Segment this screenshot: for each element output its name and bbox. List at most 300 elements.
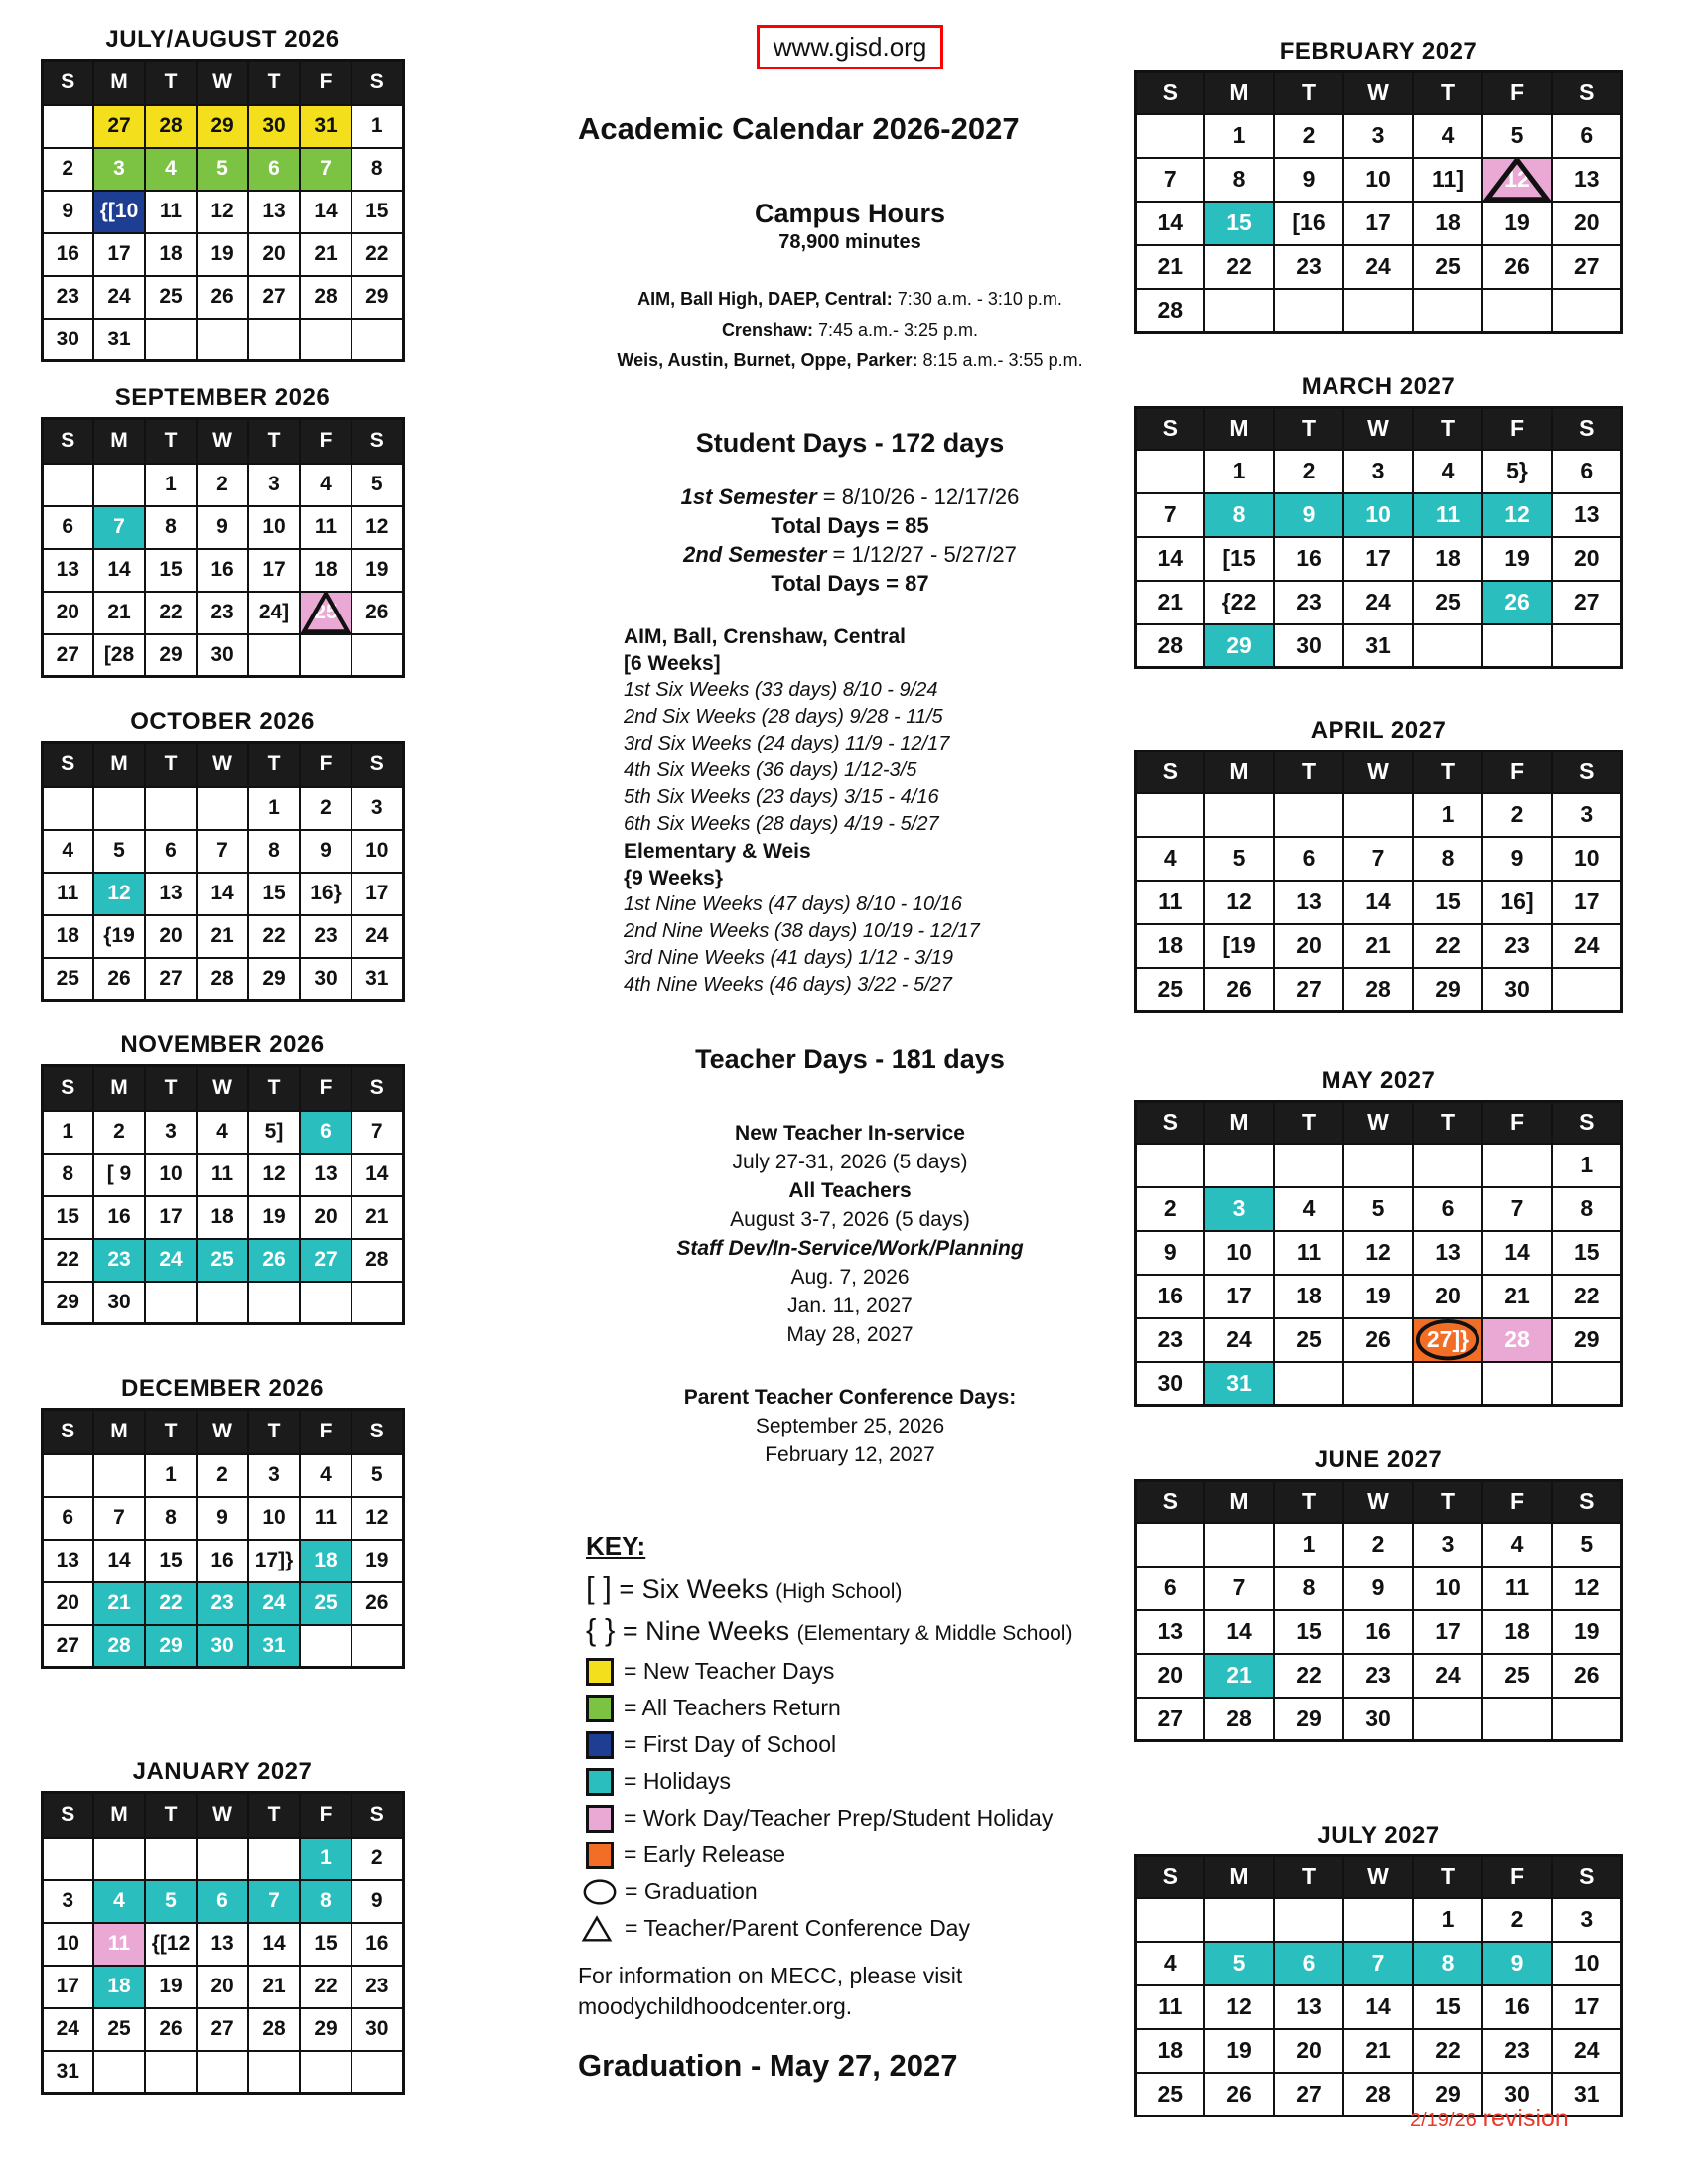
day-number: 24 <box>107 285 131 308</box>
month-march-2027 <box>1125 373 1631 669</box>
calendar-day-cell <box>1482 1698 1552 1741</box>
day-number: 13 <box>314 1162 338 1185</box>
day-number: 4 <box>165 157 177 180</box>
day-number: 28 <box>211 966 234 990</box>
calendar-day-cell <box>300 873 352 915</box>
day-header: F <box>300 1066 352 1111</box>
calendar-week-row <box>1135 581 1621 624</box>
day-number: 23 <box>56 285 79 308</box>
calendar-day-cell <box>197 1497 248 1540</box>
day-number: 30 <box>1157 1369 1184 1396</box>
day-number: 9 <box>62 200 74 222</box>
day-number: 23 <box>1157 1326 1184 1352</box>
day-number: 9 <box>1302 501 1316 527</box>
calendar-week-row <box>42 1111 403 1154</box>
calendar-day-cell <box>1552 1985 1621 2029</box>
calendar-day-cell <box>145 1625 197 1668</box>
calendar-week-row <box>42 592 403 634</box>
calendar-day-cell <box>352 1111 403 1154</box>
nine-weeks-item: 1st Nine Weeks (47 days) 8/10 - 10/16 <box>624 893 962 915</box>
calendar-day-cell <box>1135 1275 1204 1318</box>
day-number: 13 <box>159 882 183 904</box>
calendar-day-cell <box>42 958 93 1001</box>
month-table <box>1134 70 1623 334</box>
calendar-day-cell <box>1135 245 1204 289</box>
day-header: T <box>145 1066 197 1111</box>
day-number: 22 <box>262 924 286 947</box>
day-number: 28 <box>262 2017 286 2040</box>
calendar-day-cell <box>248 1196 300 1239</box>
calendar-day-cell <box>300 1111 352 1154</box>
calendar-day-cell <box>1413 924 1482 968</box>
calendar-day-cell <box>1413 837 1482 881</box>
calendar-day-cell <box>145 1582 197 1625</box>
calendar-day-cell <box>1413 450 1482 493</box>
calendar-day-cell <box>1204 1187 1274 1231</box>
day-number: 29 <box>365 285 389 308</box>
calendar-week-row <box>1135 158 1621 202</box>
calendar-day-cell <box>1482 1275 1552 1318</box>
day-number: 1 <box>165 473 177 495</box>
calendar-day-cell <box>1274 1898 1343 1942</box>
day-number: 8 <box>1232 501 1246 527</box>
day-number: 7 <box>1163 501 1177 527</box>
day-number: 26 <box>1504 253 1530 279</box>
six-weeks-item: 1st Six Weeks (33 days) 8/10 - 9/24 <box>624 679 938 701</box>
day-number: 15 <box>159 558 183 581</box>
day-header: S <box>1135 1102 1204 1144</box>
calendar-day-cell <box>197 1838 248 1880</box>
calendar-day-cell <box>352 915 403 958</box>
calendar-day-cell <box>42 592 93 634</box>
calendar-day-cell <box>248 105 300 148</box>
mecc-note <box>578 1961 1122 2022</box>
calendar-week-row <box>1135 493 1621 537</box>
calendar-day-cell <box>42 1497 93 1540</box>
day-number: 20 <box>1296 932 1322 958</box>
calendar-day-cell <box>352 1196 403 1239</box>
calendar-day-cell <box>1343 1898 1413 1942</box>
day-number: 9 <box>1163 1239 1177 1265</box>
day-number: 5 <box>165 1889 177 1912</box>
day-number: 7 <box>370 1120 383 1143</box>
calendar-week-row <box>42 233 403 276</box>
day-number: 8 <box>268 839 280 862</box>
calendar-day-cell <box>93 2051 145 2094</box>
calendar-day-cell <box>1413 114 1482 158</box>
day-number: 28 <box>1365 2080 1391 2107</box>
day-number: 21 <box>1504 1283 1530 1308</box>
day-number: 17 <box>365 882 389 904</box>
day-number: 8 <box>1441 1950 1455 1976</box>
day-number: 30 <box>314 966 338 990</box>
day-number: 27 <box>211 2017 234 2040</box>
day-number: 22 <box>1435 932 1461 958</box>
calendar-day-cell <box>352 787 403 830</box>
day-number: 20 <box>1573 209 1600 235</box>
calendar-day-cell <box>248 1239 300 1282</box>
day-header: F <box>300 1410 352 1454</box>
day-number: 22 <box>159 1591 183 1614</box>
day-number: 4 <box>320 473 332 495</box>
day-header: W <box>1343 1102 1413 1144</box>
calendar-day-cell <box>1343 1275 1413 1318</box>
calendar-day-cell <box>1343 837 1413 881</box>
calendar-day-cell <box>1204 581 1274 624</box>
day-number: 18 <box>1435 209 1461 235</box>
day-number: 10 <box>1435 1574 1461 1600</box>
calendar-week-row <box>42 787 403 830</box>
calendar-week-row <box>42 1154 403 1196</box>
calendar-day-cell <box>1413 289 1482 333</box>
holidays-swatch <box>586 1768 614 1796</box>
campus-hours-line: Weis, Austin, Burnet, Oppe, Parker: 8:15 a.m.- 3:55 p.m. <box>617 350 1083 370</box>
day-number: 25 <box>1435 589 1461 614</box>
calendar-day-cell <box>300 634 352 677</box>
day-header: M <box>1204 1102 1274 1144</box>
legend-row: = All Teachers Return <box>586 1690 1122 1726</box>
calendar-week-row <box>42 2051 403 2094</box>
calendar-day-cell <box>197 276 248 319</box>
six-weeks-item: 5th Six Weeks (23 days) 3/15 - 4/16 <box>624 786 939 808</box>
all-teachers-dates: August 3-7, 2026 (5 days) <box>730 1208 970 1231</box>
calendar-day-cell <box>1204 881 1274 924</box>
day-number: 9 <box>216 515 228 538</box>
calendar-day-cell <box>1135 968 1204 1012</box>
calendar-day-cell <box>352 1838 403 1880</box>
calendar-day-cell <box>248 1582 300 1625</box>
day-header: W <box>1343 408 1413 450</box>
day-number: 18 <box>1157 932 1184 958</box>
day-number: 19 <box>365 1549 389 1571</box>
day-header: S <box>1135 408 1204 450</box>
calendar-day-cell <box>1135 1698 1204 1741</box>
calendar-day-cell <box>1135 1144 1204 1187</box>
calendar-day-cell <box>352 319 403 361</box>
calendar-day-cell <box>197 1540 248 1582</box>
calendar-day-cell <box>1413 624 1482 668</box>
calendar-day-cell <box>1274 2029 1343 2073</box>
calendar-week-row <box>42 464 403 506</box>
calendar-day-cell <box>248 1625 300 1668</box>
day-header: T <box>1274 751 1343 793</box>
calendar-day-cell <box>352 958 403 1001</box>
calendar-week-row <box>1135 1698 1621 1741</box>
campus-hours-title: Campus Hours <box>754 199 946 228</box>
calendar-day-cell <box>1343 1985 1413 2029</box>
day-number: 10 <box>1226 1239 1252 1265</box>
calendar-week-row <box>42 191 403 233</box>
day-number: 19 <box>1504 209 1530 235</box>
day-number: 10 <box>159 1162 183 1185</box>
day-number: 19 <box>159 1975 183 1997</box>
calendar-week-row <box>1135 1187 1621 1231</box>
day-number: 6 <box>1441 1195 1455 1221</box>
calendar-week-row <box>1135 1942 1621 1985</box>
calendar-day-cell <box>1135 1942 1204 1985</box>
calendar-day-cell <box>1482 537 1552 581</box>
calendar-day-cell <box>1482 114 1552 158</box>
calendar-day-cell <box>248 592 300 634</box>
website-link[interactable]: www.gisd.org <box>757 25 944 69</box>
day-number: 12 <box>1226 1993 1252 2019</box>
month-july-2027 <box>1125 1822 1631 2117</box>
day-number: 26 <box>211 285 234 308</box>
day-number: 3 <box>1232 1195 1246 1221</box>
day-number: 20 <box>1573 545 1600 571</box>
calendar-day-cell <box>93 233 145 276</box>
calendar-day-cell <box>1274 837 1343 881</box>
month-april-2027 <box>1125 717 1631 1013</box>
calendar-week-row <box>42 915 403 958</box>
calendar-day-cell <box>42 233 93 276</box>
legend-row: = First Day of School <box>586 1726 1122 1763</box>
day-header-row <box>42 743 403 787</box>
calendar-day-cell <box>300 549 352 592</box>
day-header: S <box>42 743 93 787</box>
calendar-day-cell <box>300 1582 352 1625</box>
calendar-day-cell <box>145 1454 197 1497</box>
calendar-day-cell <box>1274 1985 1343 2029</box>
day-number: 14 <box>211 882 234 904</box>
day-number: 19 <box>1365 1283 1391 1308</box>
calendar-day-cell <box>42 1838 93 1880</box>
calendar-day-cell <box>197 1625 248 1668</box>
day-header: T <box>145 61 197 105</box>
calendar-day-cell <box>352 506 403 549</box>
calendar-week-row <box>42 830 403 873</box>
calendar-day-cell <box>145 1880 197 1923</box>
calendar-day-cell <box>1343 924 1413 968</box>
day-number: 7 <box>113 1506 125 1529</box>
calendar-day-cell <box>145 105 197 148</box>
calendar-day-cell <box>1204 924 1274 968</box>
calendar-day-cell <box>42 1966 93 2008</box>
calendar-day-cell <box>1274 968 1343 1012</box>
calendar-day-cell <box>300 1880 352 1923</box>
mecc-line-2[interactable]: moodychildhoodcenter.org. <box>578 1993 853 2019</box>
day-header: S <box>1135 751 1204 793</box>
calendar-day-cell <box>1204 1898 1274 1942</box>
nine-weeks-subheading: {9 Weeks} <box>624 867 724 889</box>
calendar-week-row <box>42 958 403 1001</box>
day-number: 25 <box>1296 1326 1322 1352</box>
day-number: 3 <box>268 473 280 495</box>
calendar-day-cell <box>1135 1318 1204 1362</box>
day-number: 23 <box>1504 2037 1530 2063</box>
day-number: 26 <box>107 966 131 990</box>
day-number: 20 <box>211 1975 234 1997</box>
month-table <box>1134 1479 1623 1742</box>
calendar-day-cell <box>42 1540 93 1582</box>
day-number: 9 <box>216 1506 228 1529</box>
calendar-day-cell <box>248 549 300 592</box>
day-number: 28 <box>365 1248 389 1271</box>
calendar-week-row <box>1135 1231 1621 1275</box>
calendar-day-cell <box>1204 1318 1274 1362</box>
calendar-day-cell <box>1204 289 1274 333</box>
calendar-day-cell <box>352 1582 403 1625</box>
six-weeks-list <box>624 677 1122 838</box>
calendar-day-cell <box>1343 1698 1413 1741</box>
day-number: 15 <box>159 1549 183 1571</box>
day-number: 22 <box>1226 253 1252 279</box>
calendar-week-row <box>42 1196 403 1239</box>
calendar-day-cell <box>1135 1654 1204 1698</box>
calendar-day-cell <box>300 958 352 1001</box>
day-number: 29 <box>1435 2080 1461 2107</box>
day-number: 18 <box>1504 1618 1530 1644</box>
student-days-title: Student Days - 172 days <box>695 428 1005 458</box>
day-header: M <box>1204 1856 1274 1898</box>
day-number: 29 <box>159 1633 183 1657</box>
day-number: 28 <box>314 285 338 308</box>
day-number: 24 <box>1573 2037 1600 2063</box>
month-title: SEPTEMBER 2026 <box>114 384 331 411</box>
calendar-day-cell <box>1413 1187 1482 1231</box>
day-number: 11 <box>159 200 183 222</box>
calendar-day-cell <box>300 915 352 958</box>
calendar-day-cell <box>1274 289 1343 333</box>
calendar-day-cell <box>1482 289 1552 333</box>
calendar-day-cell <box>1343 881 1413 924</box>
day-number: 6 <box>320 1120 332 1143</box>
day-number: 11] <box>1432 166 1464 192</box>
day-number: 11 <box>1158 1993 1183 2019</box>
calendar-day-cell <box>1343 245 1413 289</box>
day-header: F <box>1482 1856 1552 1898</box>
day-header: S <box>1552 408 1621 450</box>
day-header: F <box>1482 408 1552 450</box>
day-number: 11 <box>314 1506 338 1529</box>
day-number: 25 <box>159 285 183 308</box>
day-number: 27 <box>56 642 79 666</box>
campus-hours-line: AIM, Ball High, DAEP, Central: 7:30 a.m. - 3:10 p.m. <box>637 289 1062 309</box>
month-december-2026 <box>33 1375 412 1669</box>
day-header: M <box>93 419 145 464</box>
calendar-day-cell <box>352 1454 403 1497</box>
calendar-week-row <box>1135 202 1621 245</box>
calendar-day-cell <box>1135 1523 1204 1567</box>
day-number: 3 <box>370 796 383 819</box>
calendar-week-row <box>42 319 403 361</box>
day-header: F <box>300 61 352 105</box>
day-number: 20 <box>1435 1283 1461 1308</box>
calendar-day-cell <box>300 592 352 634</box>
calendar-day-cell <box>1343 793 1413 837</box>
calendar-day-cell <box>1413 1610 1482 1654</box>
calendar-day-cell <box>1482 1985 1552 2029</box>
calendar-day-cell <box>1343 158 1413 202</box>
day-number: 23 <box>1296 253 1322 279</box>
day-number: 4 <box>1441 122 1455 148</box>
day-number: 20 <box>262 242 286 265</box>
day-header: T <box>1413 751 1482 793</box>
day-number: 21 <box>1365 932 1391 958</box>
day-number: 17 <box>1226 1283 1252 1308</box>
calendar-day-cell <box>93 592 145 634</box>
calendar-day-cell <box>300 506 352 549</box>
calendar-day-cell <box>1135 1362 1204 1406</box>
graduation-announcement: Graduation - May 27, 2027 <box>578 2048 958 2083</box>
calendar-day-cell <box>248 787 300 830</box>
day-number: 16 <box>365 1932 389 1955</box>
day-header: T <box>248 61 300 105</box>
calendar-day-cell <box>42 1111 93 1154</box>
calendar-day-cell <box>197 2051 248 2094</box>
day-number: 12 <box>1573 1574 1600 1600</box>
calendar-day-cell <box>1204 537 1274 581</box>
calendar-day-cell <box>1204 245 1274 289</box>
calendar-day-cell <box>1204 968 1274 1012</box>
calendar-day-cell <box>197 1282 248 1324</box>
day-number: 14 <box>262 1932 286 1955</box>
day-number: 18 <box>1435 545 1461 571</box>
day-number: 27 <box>56 1633 79 1657</box>
calendar-day-cell <box>93 506 145 549</box>
calendar-day-cell <box>1413 581 1482 624</box>
calendar-day-cell <box>248 634 300 677</box>
calendar-day-cell <box>1204 1610 1274 1654</box>
calendar-day-cell <box>93 1880 145 1923</box>
calendar-day-cell <box>197 1239 248 1282</box>
calendar-day-cell <box>1204 450 1274 493</box>
calendar-day-cell <box>197 319 248 361</box>
day-number: 17 <box>1365 209 1391 235</box>
nine-weeks-item: 4th Nine Weeks (46 days) 3/22 - 5/27 <box>624 974 952 996</box>
calendar-day-cell <box>352 1540 403 1582</box>
day-number: 23 <box>107 1248 131 1271</box>
day-number: 21 <box>107 601 131 623</box>
day-number: 15 <box>1435 1993 1461 2019</box>
day-number: 3 <box>1371 122 1385 148</box>
day-number: 26 <box>1504 589 1530 614</box>
day-number: 6 <box>165 839 177 862</box>
day-number: 13 <box>56 1549 79 1571</box>
day-number: [15 <box>1222 545 1256 571</box>
calendar-day-cell <box>1204 1275 1274 1318</box>
calendar-day-cell <box>1204 158 1274 202</box>
calendar-week-row <box>42 1923 403 1966</box>
day-header: W <box>1343 751 1413 793</box>
day-number: 11 <box>1435 501 1461 527</box>
calendar-day-cell <box>1274 1318 1343 1362</box>
calendar-day-cell <box>352 634 403 677</box>
legend-title: KEY: <box>586 1531 646 1561</box>
calendar-day-cell <box>1343 493 1413 537</box>
day-header: T <box>248 1410 300 1454</box>
calendar-day-cell <box>1482 581 1552 624</box>
calendar-day-cell <box>1204 2029 1274 2073</box>
day-number: 2 <box>216 473 228 495</box>
calendar-day-cell <box>300 233 352 276</box>
calendar-week-row <box>42 1582 403 1625</box>
calendar-day-cell <box>1482 1144 1552 1187</box>
calendar-day-cell <box>1413 1144 1482 1187</box>
calendar-day-cell <box>197 105 248 148</box>
calendar-day-cell <box>1343 1362 1413 1406</box>
day-number: 22 <box>365 242 389 265</box>
day-number: 18 <box>1296 1283 1322 1308</box>
day-header: M <box>93 1793 145 1838</box>
staff-dev-date: Aug. 7, 2026 <box>790 1266 910 1289</box>
month-table <box>1134 1100 1623 1407</box>
day-header: T <box>1413 1856 1482 1898</box>
day-number: 10 <box>1365 166 1391 192</box>
day-number: 27]} <box>1426 1326 1470 1352</box>
calendar-day-cell <box>1204 1985 1274 2029</box>
day-number: 15 <box>314 1932 338 1955</box>
